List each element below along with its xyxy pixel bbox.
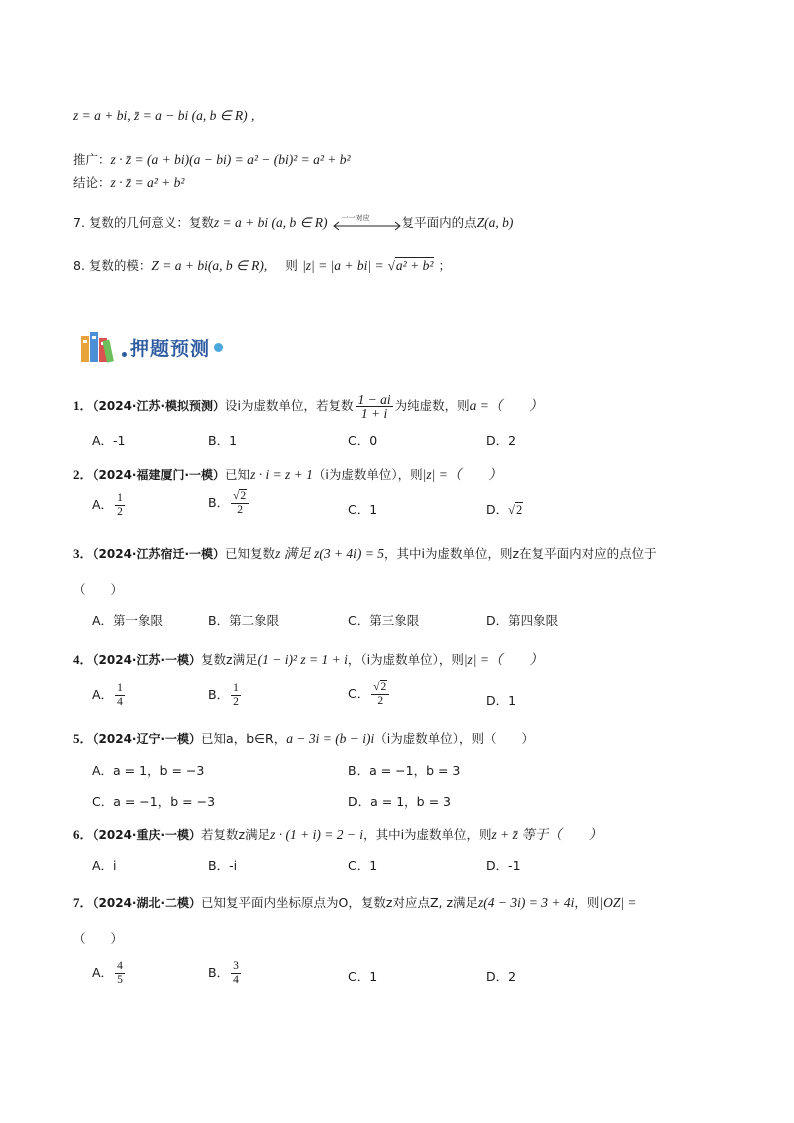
q5-option-d[interactable]: D．a = 1，b = 3 <box>348 794 451 809</box>
q7-option-a[interactable]: A． $\frac{4}{5}$ <box>92 960 123 986</box>
question-4: 4．（2024·江苏·一模）复数z满足(1 − i)² z = 1 + i，（i为虚数单位），则|z| =（ ） <box>73 652 544 667</box>
q3-option-a[interactable]: A．第一象限 <box>92 613 164 628</box>
conclusion-line <box>73 173 184 191</box>
modulus-line: 8. 复数的模：Z = a + bi(a, b ∈ R), 则 |z| = |a + bi| = √a² + b² ； <box>73 258 452 273</box>
q5-option-b[interactable]: B．a = −1，b = 3 <box>348 763 461 778</box>
q3-option-c[interactable]: C．第三象限 <box>348 613 420 628</box>
q1-option-a[interactable]: A．-1 <box>92 433 126 448</box>
q4-option-a[interactable]: A． $\frac{1}{4}$ <box>92 682 123 708</box>
title-end-dot <box>214 343 223 352</box>
q7-option-d[interactable]: D．2 <box>486 969 517 984</box>
q1-option-c[interactable]: C．0 <box>348 433 378 448</box>
q5-option-c[interactable]: C．a = −1，b = −3 <box>92 794 216 809</box>
one-to-one-arrow <box>332 213 402 231</box>
question-5: 5．（2024·辽宁·一模）已知a，b∈R，a − 3i = (b − i)i（i为虚数单位），则（ ） <box>73 731 535 746</box>
title-dot <box>122 352 127 357</box>
q6-option-b[interactable]: B．-i <box>208 858 238 873</box>
question-2: 2．（2024·福建厦门·一模）已知z · i = z + 1（i为虚数单位），则|z| =（ ） <box>73 467 502 482</box>
generalization-line <box>73 150 351 168</box>
q1-option-b[interactable]: B．1 <box>208 433 238 448</box>
section-header <box>80 330 223 364</box>
q2-option-c[interactable]: C．1 <box>348 502 378 517</box>
q4-option-d[interactable]: D．1 <box>486 693 517 708</box>
double-arrow-icon <box>332 219 402 233</box>
q2-option-d[interactable]: D．√2 <box>486 502 523 517</box>
generalization-label: 推广： <box>73 152 111 167</box>
geometric-meaning-line: 7. 复数的几何意义：复数z = a + bi (a, b ∈ R) 一一对应 复平面内的点Z(a, b) <box>73 213 513 231</box>
q4-option-c[interactable]: C． $\frac{√2}{2}$ <box>348 681 391 708</box>
question-1: 1．（2024·江苏·模拟预测）设i为虚数单位，若复数 $\frac{1 - ai}{1 + i}$ 为纯虚数，则a =（ ） <box>73 392 543 421</box>
q6-option-d[interactable]: D．-1 <box>486 858 521 873</box>
conjugate-definition: z = a + bi, z̄ = a − bi (a, b ∈ R) , <box>73 108 255 123</box>
question-6: 6．（2024·重庆·一模）若复数z满足z · (1 + i) = 2 − i，其中i为虚数单位，则z + z̄ 等于（ ） <box>73 827 603 842</box>
q1-option-d[interactable]: D．2 <box>486 433 517 448</box>
q3-option-d[interactable]: D．第四象限 <box>486 613 559 628</box>
q5-option-a[interactable]: A．a = 1，b = −3 <box>92 763 205 778</box>
q7-answer-parens: （ ） <box>73 931 124 946</box>
q2-option-a[interactable]: A． $\frac{1}{2}$ <box>92 492 123 518</box>
conclusion-formula: z · z̄ = a² + b² <box>110 175 185 190</box>
q7-option-b[interactable]: B． $\frac{3}{4}$ <box>208 960 239 986</box>
q3-option-b[interactable]: B．第二象限 <box>208 613 280 628</box>
books-icon <box>80 330 120 364</box>
arrow-label: 一一对应 <box>341 213 370 222</box>
q3-answer-parens: （ ） <box>73 582 124 597</box>
sqrt-expression: √a² + b² <box>387 258 434 273</box>
question-3: 3．（2024·江苏宿迁·一模）已知复数z 满足 z(3 + 4i) = 5，其中i为虚数单位，则z在复平面内对应的点位于 <box>73 546 657 561</box>
generalization-formula: z · z̄ = (a + bi)(a − bi) = a² − (bi)² = a² + b² <box>110 152 351 167</box>
section-title: 押题预测 <box>130 337 211 360</box>
q4-option-b[interactable]: B． $\frac{1}{2}$ <box>208 682 239 708</box>
q7-option-c[interactable]: C．1 <box>348 969 378 984</box>
q6-option-a[interactable]: A．i <box>92 858 117 873</box>
conclusion-label: 结论： <box>73 175 111 190</box>
q2-option-b[interactable]: B． $\frac{√2}{2}$ <box>208 490 251 517</box>
q6-option-c[interactable]: C．1 <box>348 858 378 873</box>
question-7: 7．（2024·湖北·二模）已知复平面内坐标原点为O，复数z对应点Z, z满足z(4 − 3i) = 3 + 4i，则|OZ| = <box>73 895 637 910</box>
fraction: $\frac{1 - ai}{1 + i}$ <box>357 392 391 421</box>
